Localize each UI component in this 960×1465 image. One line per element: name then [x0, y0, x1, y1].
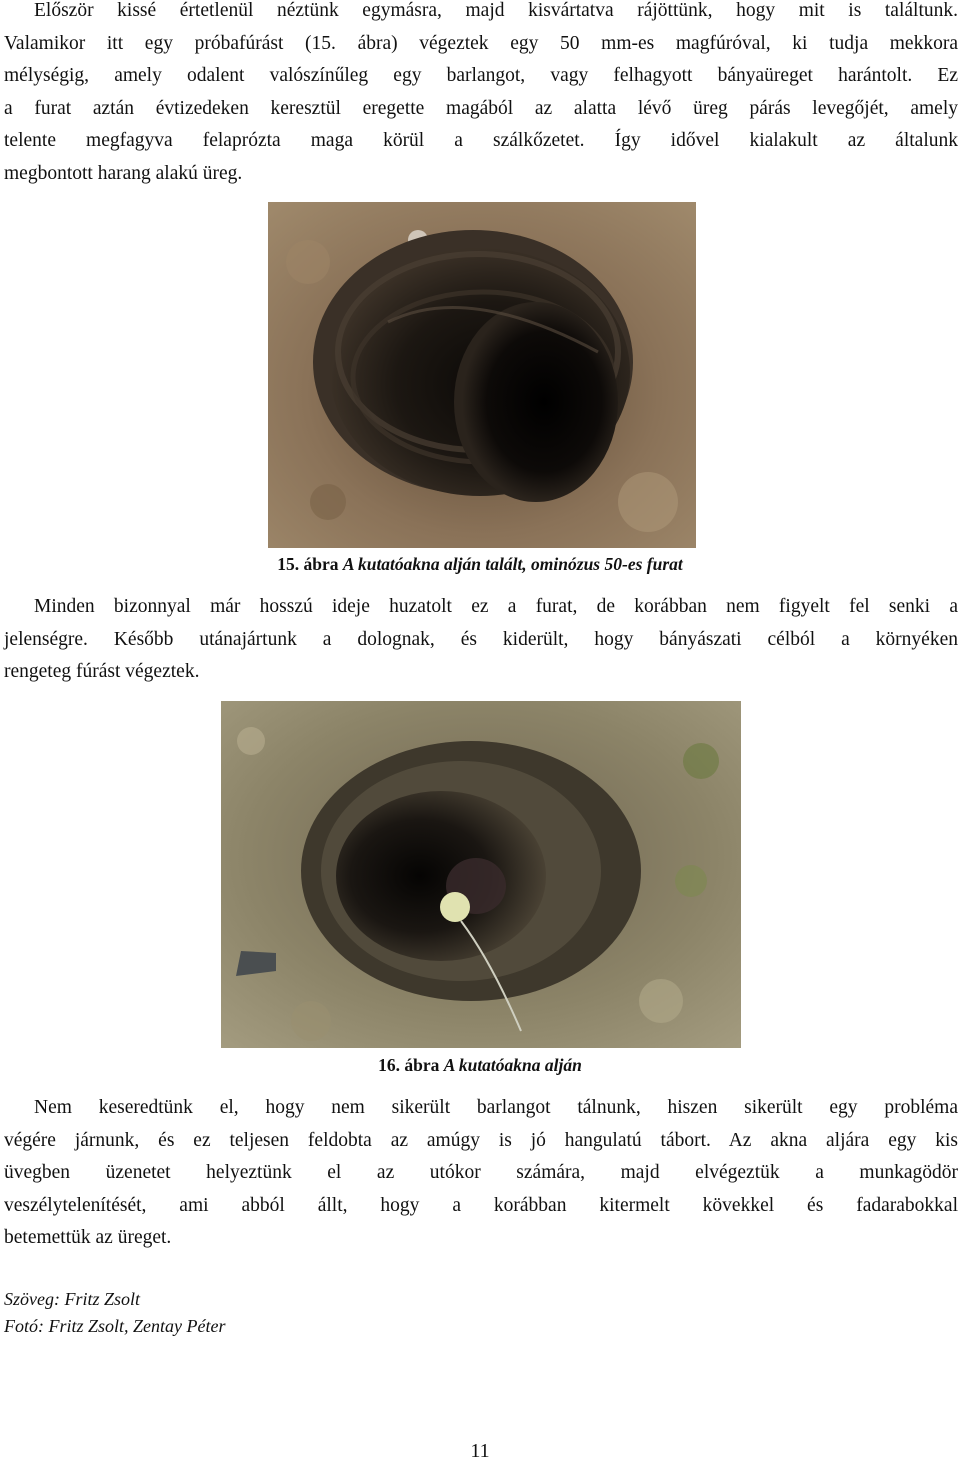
paragraph-2 [4, 591, 958, 689]
figure-15-caption [0, 554, 960, 575]
paragraph-1 [4, 0, 958, 190]
text-line: üvegben üzenetet helyeztünk el az utókor számára, majd elvégeztük a munkagödör [4, 1162, 958, 1183]
figure-16-caption [0, 1055, 960, 1076]
text-line: végére járnunk, és ez teljesen feldobta az amúgy is jó hangulatú tábort. Az akna aljára egy kis [4, 1129, 958, 1151]
figure-number: 16. ábra [378, 1055, 440, 1075]
drill-hole-photo [268, 202, 696, 548]
shaft-bottom-photo [221, 701, 741, 1048]
text-line: megbontott harang alakú üreg. [4, 162, 243, 184]
text-line: Először kissé értetlenül néztünk egymásra, majd kisvártatva rájöttünk, hogy mit is találtunk. [34, 0, 958, 21]
text-line: jelenségre. Később utánajártunk a dolognak, és kiderült, hogy bányászati célból a környéken [4, 628, 958, 650]
text-credit: Szöveg: Fritz Zsolt [4, 1289, 141, 1309]
text-line: Minden bizonnyal már hosszú ideje huzatolt ez a furat, de korábban nem figyelt fel senki a [34, 596, 958, 617]
text-line: Nem keseredtünk el, hogy nem sikerült barlangot tálnunk, hiszen sikerült egy probléma [34, 1097, 958, 1118]
paragraph-3 [4, 1092, 958, 1255]
text-line: telente megfagyva felaprózta maga körül a szálkőzetet. Így idővel kialakult az általunk [4, 130, 958, 151]
text-line: veszélytelenítését, ami abból állt, hogy a korábban kitermelt kövekkel és fadarabokkal [4, 1194, 958, 1216]
figure-caption-text: A kutatóakna alján [443, 1055, 582, 1075]
text-line: Valamikor itt egy próbafúrást (15. ábra) végeztek egy 50 mm-es magfúróval, ki tudja mekkora [4, 32, 958, 54]
figure-number: 15. ábra [277, 554, 339, 574]
figure-caption-text: A kutatóakna alján talált, ominózus 50-es furat [342, 554, 683, 574]
text-line: rengeteg fúrást végeztek. [4, 661, 200, 682]
text-line: betemettük az üreget. [4, 1227, 172, 1248]
photo-credit: Fotó: Fritz Zsolt, Zentay Péter [4, 1316, 226, 1336]
text-line: mélységig, amely odalent valószínűleg egy barlangot, vagy felhagyott bányaüreget harántolt. Ez [4, 65, 958, 86]
text-line: a furat aztán évtizedeken keresztül eregette magából az alatta lévő üreg párás levegőjét, amely [4, 97, 958, 119]
page-number: 11 [470, 1440, 490, 1462]
